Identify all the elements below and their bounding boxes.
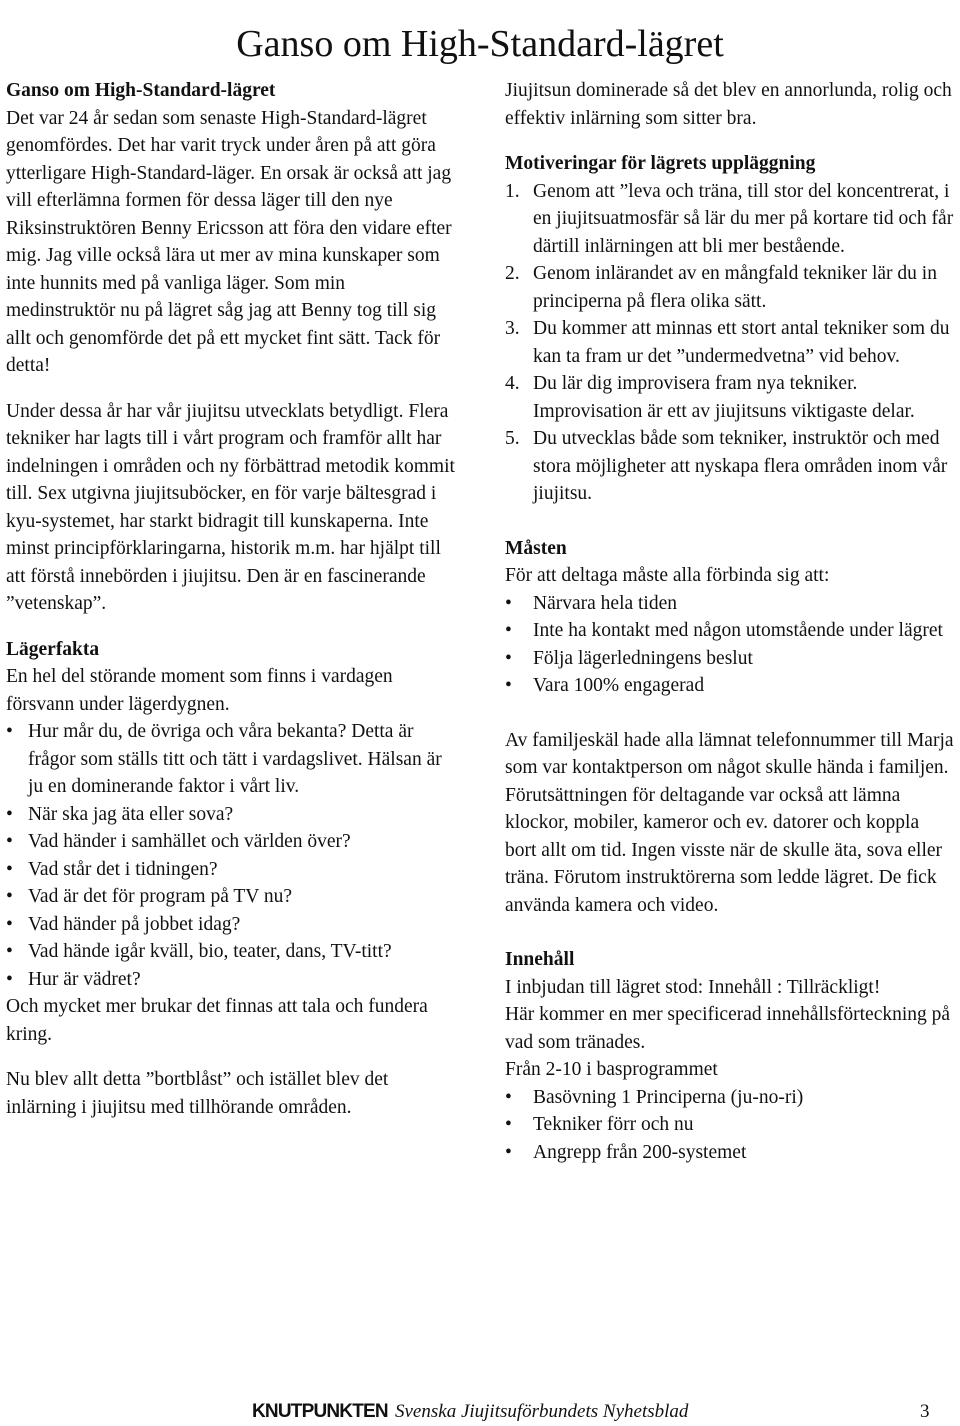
list-item: • Vad händer i samhället och världen över? [6, 828, 456, 856]
family-paragraph: Av familjeskäl hade alla lämnat telefonnummer till Marja som var kontaktperson om något skulle hända i familjen. [505, 729, 954, 778]
article-heading: Ganso om High-Standard-lägret [6, 80, 276, 101]
list-item: • När ska jag äta eller sova? [6, 801, 456, 829]
motiv-heading: Motiveringar för lägrets uppläggning [505, 153, 816, 174]
innehall-paragraph: Här kommer en mer specificerad innehållsförteckning på vad som tränades. [505, 1004, 951, 1053]
lagerfakta-intro: En hel del störande moment som finns i vardagen försvann under lägerdygnen. [6, 666, 393, 715]
footer-brand: KNUTPUNKTEN [252, 1401, 388, 1422]
page-title: Ganso om High-Standard-lägret [236, 23, 724, 66]
lagerfakta-heading: Lägerfakta [6, 638, 100, 660]
left-column [6, 77, 456, 1121]
footer-tagline: Svenska Jiujitsuförbundets Nyhetsblad [395, 1401, 689, 1422]
list-item [505, 178, 955, 261]
list-item: • Följa lägerledningens beslut [505, 645, 955, 673]
list-item: • Vad står det i tidningen? [6, 856, 456, 884]
item-number: 5. [505, 428, 520, 449]
item-number: 1. [505, 180, 520, 202]
list-item: • Vara 100% engagerad [505, 672, 955, 700]
masten-list [505, 590, 955, 700]
intro-paragraph: Det var 24 år sedan som senaste High-Standard-lägret genomfördes. Det har varit tryck under åren på att göra ytterligare High-Standard-läger. En orsak är också att jag vill efterlämna formen för dessa läger till den nye Riksinstruktören Benny Ericsson att föra den vidare efter mig. Jag ville också lära ut mer av mina kunskaper som inte hunnits med på vanliga läger. Som min medinstruktör nu på lägret såg jag att Benny tog till sig allt och genomförde det på ett mycket fint sätt. Tack för detta! [6, 107, 452, 376]
item-number: 2. [505, 263, 520, 284]
innehall-list [505, 1084, 955, 1167]
list-item: • Inte ha kontakt med någon utomstående under lägret [505, 617, 955, 645]
list-item [505, 370, 955, 425]
list-item: • Hur mår du, de övriga och våra bekanta? Detta är frågor som ställs titt och tätt i vardagslivet. Hälsan är ju en dominerande faktor i vårt liv. [6, 718, 456, 801]
list-item: • Vad är det för program på TV nu? [6, 883, 456, 911]
right-intro-paragraph: Jiujitsun dominerade så det blev en annorlunda, rolig och effektiv inlärning som sitter bra. [505, 80, 952, 129]
item-text: Genom inlärandet av en mångfald tekniker lär du in principerna på flera olika sätt. [533, 263, 937, 312]
item-text: Du lär dig improvisera fram nya tekniker. Improvisation är ett av jiujitsuns viktigaste delar. [533, 373, 915, 422]
innehall-paragraph: I inbjudan till lägret stod: Innehåll : Tillräckligt! [505, 976, 881, 998]
innehall-paragraph: Från 2-10 i basprogrammet [505, 1059, 718, 1080]
list-item: • Basövning 1 Principerna (ju-no-ri) [505, 1084, 955, 1112]
item-text: Genom att ”leva och träna, till stor del koncentrerat, i en jiujitsuatmosfär så lär du mer på kortare tid och får därtill inlärningen att bli mer bestående. [533, 180, 954, 257]
masten-intro: För att deltaga måste alla förbinda sig att: [505, 565, 830, 586]
item-number: 3. [505, 318, 520, 339]
list-item [505, 315, 955, 370]
right-column [505, 77, 955, 1166]
page-number: 3 [920, 1401, 930, 1422]
innehall-heading: Innehåll [505, 949, 575, 970]
list-item: • Närvara hela tiden [505, 590, 955, 618]
page-footer [0, 1396, 960, 1424]
closing-paragraph: Nu blev allt detta ”bortblåst” och istället blev det inlärning i jiujitsu med tillhörande områden. [6, 1069, 389, 1118]
after-list-paragraph: Och mycket mer brukar det finnas att tala och fundera kring. [6, 996, 428, 1045]
lagerfakta-list [6, 718, 456, 993]
list-item: • Tekniker förr och nu [505, 1111, 955, 1139]
item-text: Du kommer att minnas ett stort antal tekniker som du kan ta fram ur det ”undermedvetna” vid behov. [533, 318, 950, 367]
development-paragraph: Under dessa år har vår jiujitsu utvecklats betydligt. Flera tekniker har lagts till i vårt program och framför allt har indelningen i områden och ny förbättrad metodik kommit till. Sex utgivna jiujitsuböcker, en för varje bältesgrad i kyu-systemet, har starkt bidragit till kunskaperna. Inte minst principförklaringarna, historik m.m. har hjälpt till att förstå innebörden i jiujitsu. Den är en fascinerande ”vetenskap”. [6, 400, 455, 614]
masten-heading: Måsten [505, 537, 567, 559]
conditions-paragraph: Förutsättningen för deltagande var också att lämna klockor, mobiler, kameror och ev. datorer och koppla bort allt om tid. Ingen visste när de skulle äta, sova eller träna. Förutom instruktörerna som ledde lägret. De fick använda kamera och video. [505, 784, 943, 916]
motiv-list [505, 178, 955, 508]
list-item: • Vad hände igår kväll, bio, teater, dans, TV-titt? [6, 938, 456, 966]
item-text: Du utvecklas både som tekniker, instruktör och med stora möjligheter att nyskapa flera områden inom vår jiujitsu. [533, 428, 948, 504]
list-item: • Vad händer på jobbet idag? [6, 911, 456, 939]
item-number: 4. [505, 373, 520, 394]
list-item: • Angrepp från 200-systemet [505, 1139, 955, 1167]
list-item [505, 260, 955, 315]
list-item: • Hur är vädret? [6, 966, 456, 994]
list-item [505, 425, 955, 508]
